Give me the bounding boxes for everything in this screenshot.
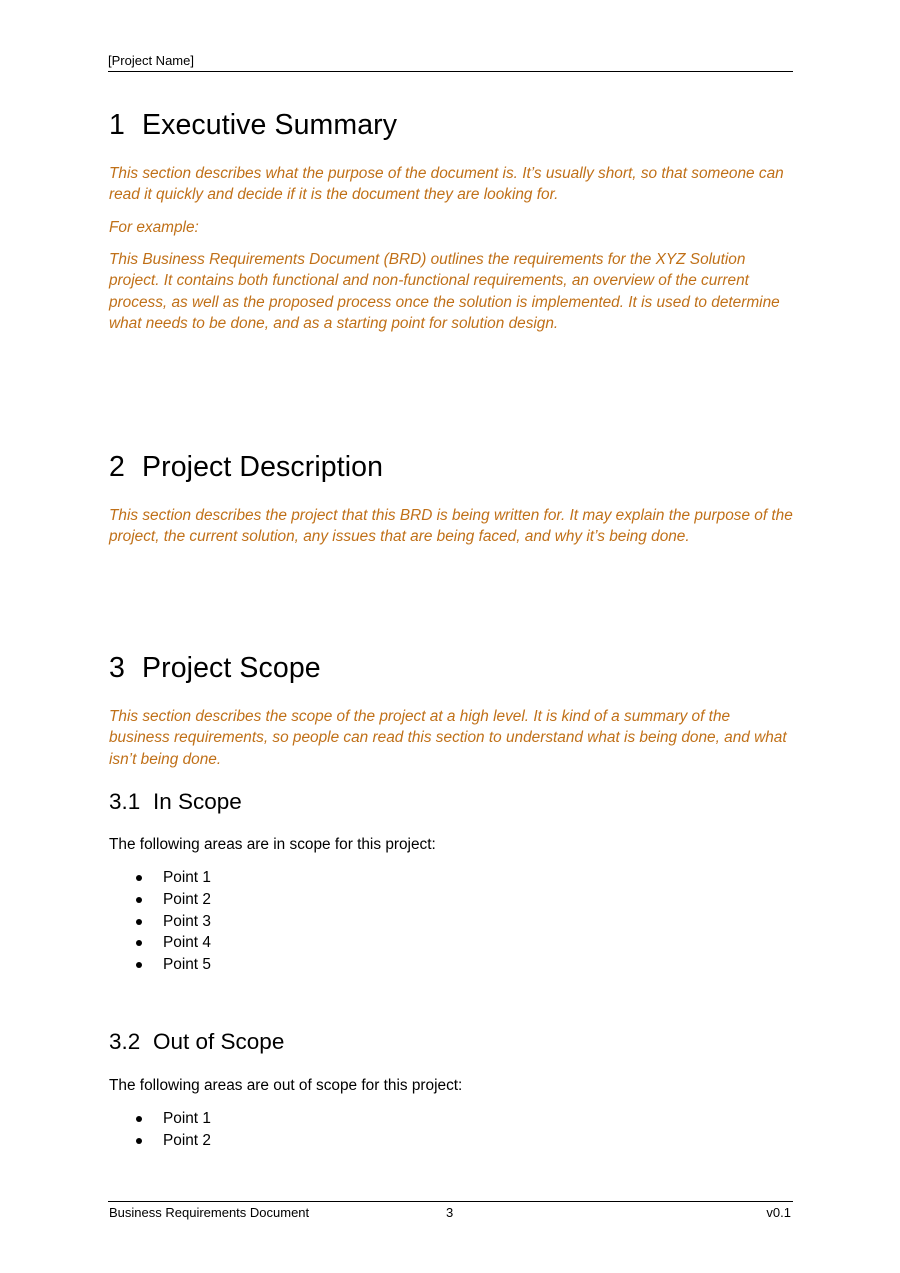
- bullet-icon: [136, 962, 142, 968]
- section-number: 3: [109, 652, 125, 684]
- section-title: Executive Summary: [142, 109, 398, 141]
- heading-in-scope: [109, 788, 793, 815]
- footer-document-title: Business Requirements Document: [109, 1205, 310, 1220]
- bullet-icon: [136, 897, 142, 903]
- page-footer: [108, 1201, 793, 1222]
- bullet-icon: [136, 1138, 142, 1144]
- in-scope-list: [109, 867, 793, 976]
- project-description-guidance: This section describes the project that this BRD is being written for. It may explain the purpose of the project, the current solution, any issues that are being faced, and why it’s being done.: [109, 507, 793, 546]
- subsection-number: 3.1: [109, 789, 141, 814]
- subsection-title: In Scope: [153, 789, 242, 814]
- bullet-icon: [136, 919, 142, 925]
- heading-project-description: [109, 450, 793, 484]
- list-item: Point 1: [109, 867, 793, 889]
- footer-page-number: 3: [446, 1205, 454, 1220]
- heading-executive-summary: [109, 108, 793, 142]
- list-item: Point 3: [109, 911, 793, 933]
- exec-summary-example-text: This Business Requirements Document (BRD) outlines the requirements for the XYZ Solution project. It contains both functional and non-functional requirements, an overview of the current process, as well as the proposed process once the solution is implemented. It is used to determine what needs to be done, and as a starting point for solution design.: [109, 251, 780, 332]
- heading-out-of-scope: [109, 1028, 793, 1055]
- exec-summary-guidance: This section describes what the purpose of the document is. It’s usually short, so that someone can read it quickly and decide if it is the document they are looking for.: [109, 165, 784, 204]
- page-header: [108, 53, 793, 72]
- footer-version: v0.1: [766, 1205, 791, 1220]
- section-title: Project Description: [142, 451, 384, 483]
- list-item: Point 4: [109, 932, 793, 954]
- list-item: Point 1: [109, 1108, 793, 1130]
- out-of-scope-list: [109, 1108, 793, 1152]
- bullet-icon: [136, 940, 142, 946]
- list-item: Point 2: [109, 889, 793, 911]
- subsection-number: 3.2: [109, 1029, 141, 1054]
- section-title: Project Scope: [142, 652, 321, 684]
- list-item: Point 5: [109, 954, 793, 976]
- bullet-icon: [136, 875, 142, 881]
- exec-summary-example-label: For example:: [109, 219, 199, 236]
- section-number: 2: [109, 451, 125, 483]
- project-scope-guidance: This section describes the scope of the project at a high level. It is kind of a summary of the business requirements, so people can read this section to understand what is being done, and what isn’t being done.: [109, 708, 787, 768]
- subsection-title: Out of Scope: [153, 1029, 285, 1054]
- bullet-icon: [136, 1116, 142, 1122]
- list-item: Point 2: [109, 1130, 793, 1152]
- out-of-scope-intro: The following areas are out of scope for this project:: [109, 1077, 463, 1094]
- heading-project-scope: [109, 651, 793, 685]
- section-number: 1: [109, 109, 125, 141]
- in-scope-intro: The following areas are in scope for this project:: [109, 836, 436, 853]
- header-project-name: [Project Name]: [108, 53, 194, 68]
